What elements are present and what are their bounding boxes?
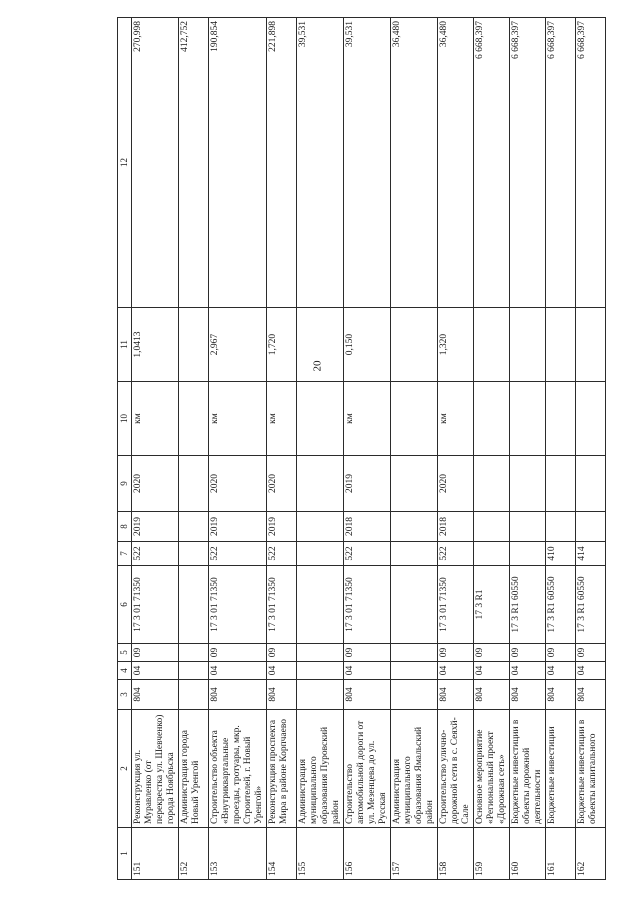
row-expense-type-cell [391,542,438,566]
header-cell: 12 [118,18,132,308]
row-target-article-cell: 17 3 01 71350 [209,566,267,644]
row-end-year-cell [179,456,209,512]
header-cell: 1 [118,828,132,880]
row-target-article-cell: 17 3 01 71350 [344,566,391,644]
row-name-cell: Бюджетные инвестиции в объекты капитального [576,710,606,828]
header-cell: 3 [118,680,132,710]
row-unit-cell [391,382,438,456]
row-unit-cell: км [267,382,297,456]
table-row [267,18,297,880]
row-target-article-cell [391,566,438,644]
row-unit-cell [179,382,209,456]
row-expense-type-cell: 522 [438,542,474,566]
row-end-year-cell [576,456,606,512]
budget-table [117,17,606,880]
row-target-article-cell: 17 3 R1 60550 [576,566,606,644]
header-row [118,18,132,880]
row-subsection-cell: 09 [344,644,391,662]
row-subsection-cell: 09 [576,644,606,662]
row-end-year-cell: 2020 [209,456,267,512]
row-expense-type-cell: 414 [576,542,606,566]
row-section-cell: 04 [510,662,546,680]
row-amount-cell: 36,480 [391,18,438,308]
table-row [297,18,344,880]
row-end-year-cell: 2020 [438,456,474,512]
row-name-cell: Строительство улично-дорожной сети в с. Сеяхй-Сале [438,710,474,828]
row-name-cell: Администрация муниципального образования Пуровский район [297,710,344,828]
row-amount-cell: 36,480 [438,18,474,308]
row-amount-cell: 39,531 [297,18,344,308]
header-cell: 6 [118,566,132,644]
row-amount-cell: 6 668,397 [510,18,546,308]
row-amount-cell: 270,998 [132,18,179,308]
row-amount-cell: 6 668,397 [576,18,606,308]
row-number-cell: 161 [546,828,576,880]
row-section-cell [391,662,438,680]
row-unit-cell [297,382,344,456]
row-capacity-cell [474,308,510,382]
row-end-year-cell [510,456,546,512]
row-start-year-cell [179,512,209,542]
row-end-year-cell: 2020 [267,456,297,512]
row-end-year-cell: 2020 [132,456,179,512]
header-cell: 4 [118,662,132,680]
row-unit-cell: км [132,382,179,456]
header-cell: 2 [118,710,132,828]
row-name-cell: Реконструкция ул. Муравленко (от перекрестка ул. Шевченко) города Ноябрьска [132,710,179,828]
row-target-article-cell: 17 3 01 71350 [267,566,297,644]
row-start-year-cell: 2018 [344,512,391,542]
row-expense-type-cell: 410 [546,542,576,566]
row-target-article-cell: 17 3 01 71350 [132,566,179,644]
table-row [132,18,179,880]
row-end-year-cell: 2019 [344,456,391,512]
row-number-cell: 157 [391,828,438,880]
row-subsection-cell: 09 [132,644,179,662]
row-target-article-cell: 17 3 R1 60550 [546,566,576,644]
row-amount-cell: 412,752 [179,18,209,308]
row-capacity-cell [391,308,438,382]
row-name-cell: Строительство объекта «Внутриквартальные проезды, тротуары, мкр. Строителей, г. Новый Уренгой» [209,710,267,828]
row-section-cell: 04 [344,662,391,680]
row-number-cell: 155 [297,828,344,880]
row-amount-cell: 39,531 [344,18,391,308]
row-subsection-cell: 09 [546,644,576,662]
row-start-year-cell [546,512,576,542]
header-cell: 9 [118,456,132,512]
row-start-year-cell [391,512,438,542]
row-end-year-cell [297,456,344,512]
row-section-cell: 04 [132,662,179,680]
row-name-cell: Строительство автомобильной дороги от ул. Мезенцева до ул. Русская [344,710,391,828]
row-section-cell: 04 [267,662,297,680]
row-expense-type-cell: 522 [209,542,267,566]
table-row [438,18,474,880]
row-ministry-code-cell [179,680,209,710]
row-subsection-cell: 09 [209,644,267,662]
row-name-cell: Администрация муниципального образования Ямальский район [391,710,438,828]
page-number: 20 [311,360,324,372]
row-capacity-cell [546,308,576,382]
row-capacity-cell [576,308,606,382]
table-body [132,18,606,880]
row-end-year-cell [391,456,438,512]
row-unit-cell [510,382,546,456]
table-header [118,18,132,880]
row-ministry-code-cell [391,680,438,710]
row-number-cell: 158 [438,828,474,880]
row-ministry-code-cell: 804 [267,680,297,710]
row-subsection-cell: 09 [510,644,546,662]
row-section-cell: 04 [209,662,267,680]
row-number-cell: 160 [510,828,546,880]
row-expense-type-cell [474,542,510,566]
row-capacity-cell: 0,150 [344,308,391,382]
row-name-cell: Администрация города Новый Уренгой [179,710,209,828]
table-row [179,18,209,880]
row-unit-cell: км [344,382,391,456]
header-cell: 5 [118,644,132,662]
table-row [391,18,438,880]
row-ministry-code-cell: 804 [132,680,179,710]
row-capacity-cell: 1,320 [438,308,474,382]
row-amount-cell: 221,898 [267,18,297,308]
row-end-year-cell [546,456,576,512]
row-capacity-cell [179,308,209,382]
row-section-cell: 04 [546,662,576,680]
row-start-year-cell: 2019 [132,512,179,542]
row-ministry-code-cell: 804 [576,680,606,710]
row-number-cell: 159 [474,828,510,880]
row-start-year-cell: 2018 [438,512,474,542]
row-number-cell: 162 [576,828,606,880]
rotated-table-area [117,18,598,880]
row-subsection-cell: 09 [438,644,474,662]
row-ministry-code-cell: 804 [438,680,474,710]
row-amount-cell: 190,854 [209,18,267,308]
row-section-cell: 04 [438,662,474,680]
row-subsection-cell: 09 [267,644,297,662]
row-start-year-cell: 2019 [267,512,297,542]
row-number-cell: 151 [132,828,179,880]
row-number-cell: 154 [267,828,297,880]
row-ministry-code-cell: 804 [546,680,576,710]
row-expense-type-cell [179,542,209,566]
table-row [576,18,606,880]
row-number-cell: 152 [179,828,209,880]
row-name-cell: Реконструкция проспекта Мира в районе Корпчаево [267,710,297,828]
row-target-article-cell: 17 3 R1 60550 [510,566,546,644]
row-capacity-cell: 1,0413 [132,308,179,382]
row-unit-cell [576,382,606,456]
row-start-year-cell [297,512,344,542]
row-unit-cell: км [209,382,267,456]
row-unit-cell [546,382,576,456]
row-subsection-cell [297,644,344,662]
row-amount-cell: 6 668,397 [546,18,576,308]
row-name-cell: Бюджетные инвестиции [546,710,576,828]
table-row [510,18,546,880]
header-cell: 8 [118,512,132,542]
row-capacity-cell: 2,967 [209,308,267,382]
header-cell: 10 [118,382,132,456]
row-start-year-cell: 2019 [209,512,267,542]
header-cell: 11 [118,308,132,382]
row-ministry-code-cell: 804 [474,680,510,710]
row-ministry-code-cell: 804 [209,680,267,710]
row-expense-type-cell [297,542,344,566]
row-ministry-code-cell: 804 [344,680,391,710]
row-section-cell: 04 [474,662,510,680]
row-target-article-cell: 17 3 R1 [474,566,510,644]
row-number-cell: 156 [344,828,391,880]
row-subsection-cell [179,644,209,662]
row-start-year-cell [510,512,546,542]
row-expense-type-cell: 522 [267,542,297,566]
row-unit-cell: км [438,382,474,456]
row-unit-cell [474,382,510,456]
row-start-year-cell [576,512,606,542]
row-section-cell [297,662,344,680]
table-row [209,18,267,880]
row-section-cell [179,662,209,680]
row-expense-type-cell [510,542,546,566]
row-subsection-cell: 09 [474,644,510,662]
row-capacity-cell: 1,720 [267,308,297,382]
header-cell: 7 [118,542,132,566]
row-number-cell: 153 [209,828,267,880]
row-target-article-cell [297,566,344,644]
row-amount-cell: 6 668,397 [474,18,510,308]
row-name-cell: Основное мероприятие «Региональный проект «Дорожная сеть» [474,710,510,828]
row-name-cell: Бюджетные инвестиции в объекты дорожной деятельности [510,710,546,828]
row-capacity-cell [510,308,546,382]
row-start-year-cell [474,512,510,542]
row-ministry-code-cell [297,680,344,710]
row-target-article-cell: 17 3 01 71350 [438,566,474,644]
row-section-cell: 04 [576,662,606,680]
row-subsection-cell [391,644,438,662]
table-row [546,18,576,880]
row-end-year-cell [474,456,510,512]
table-row [344,18,391,880]
table-row [474,18,510,880]
row-expense-type-cell: 522 [344,542,391,566]
row-expense-type-cell: 522 [132,542,179,566]
row-capacity-cell [297,308,344,382]
row-target-article-cell [179,566,209,644]
row-ministry-code-cell: 804 [510,680,546,710]
